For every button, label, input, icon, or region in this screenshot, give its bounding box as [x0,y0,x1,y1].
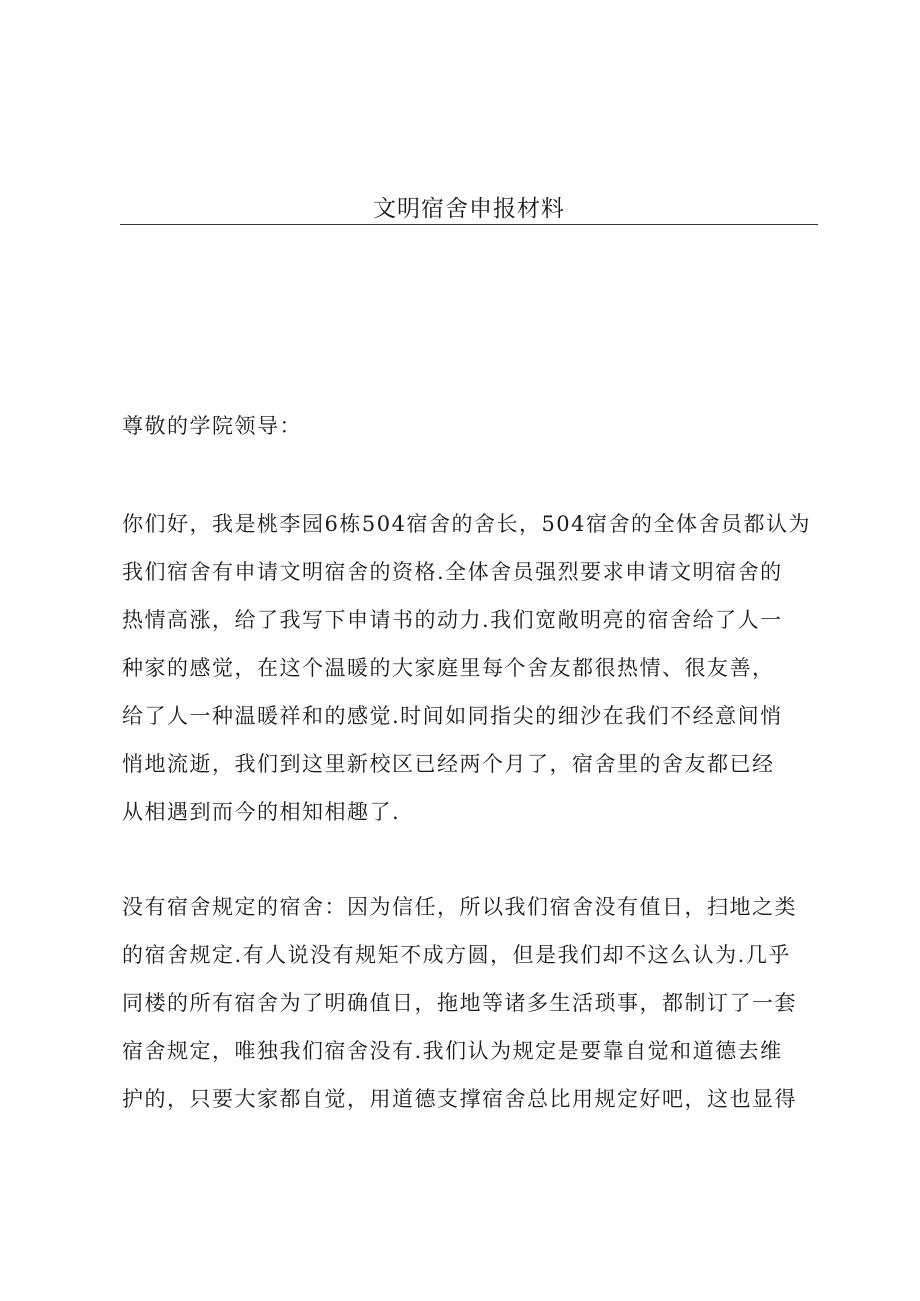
paragraph-line: 种家的感觉，在这个温暖的大家庭里每个舍友都很热情、很友善， [122,656,775,680]
paragraph-line: 的宿舍规定.有人说没有规矩不成方圆，但是我们却不这么认为.几乎 [122,943,791,967]
paragraph-line: 我们宿舍有申请文明宿舍的资格.全体舍员强烈要求申请文明宿舍的 [122,560,783,584]
document-title: 文明宿舍申报材料 [373,196,565,222]
title-underline [120,224,818,225]
paragraph-line: 护的，只要大家都自觉，用道德支撑宿舍总比用规定好吧，这也显得 [122,1087,797,1111]
paragraph-line: 你们好，我是桃李园6栋504宿舍的舍长，504宿舍的全体舍员都认为 [122,512,812,536]
paragraph-line: 从相遇到而今的相知相趣了. [122,800,401,824]
paragraph-line: 热情高涨，给了我写下申请书的动力.我们宽敞明亮的宿舍给了人一 [122,608,783,632]
paragraph-line: 给了人一种温暖祥和的感觉.时间如同指尖的细沙在我们不经意间悄 [122,704,783,728]
salutation: 尊敬的学院领导： [122,414,302,438]
paragraph-intro [122,500,811,836]
paragraph-line: 悄地流逝，我们到这里新校区已经两个月了，宿舍里的舍友都已经 [122,752,775,776]
paragraph-rules [122,883,797,1123]
paragraph-line: 没有宿舍规定的宿舍：因为信任，所以我们宿舍没有值日，扫地之类 [122,895,797,919]
paragraph-line: 宿舍规定，唯独我们宿舍没有.我们认为规定是要靠自觉和道德去维 [122,1039,783,1063]
paragraph-line: 同楼的所有宿舍为了明确值日，拖地等诸多生活琐事，都制订了一套 [122,991,797,1015]
